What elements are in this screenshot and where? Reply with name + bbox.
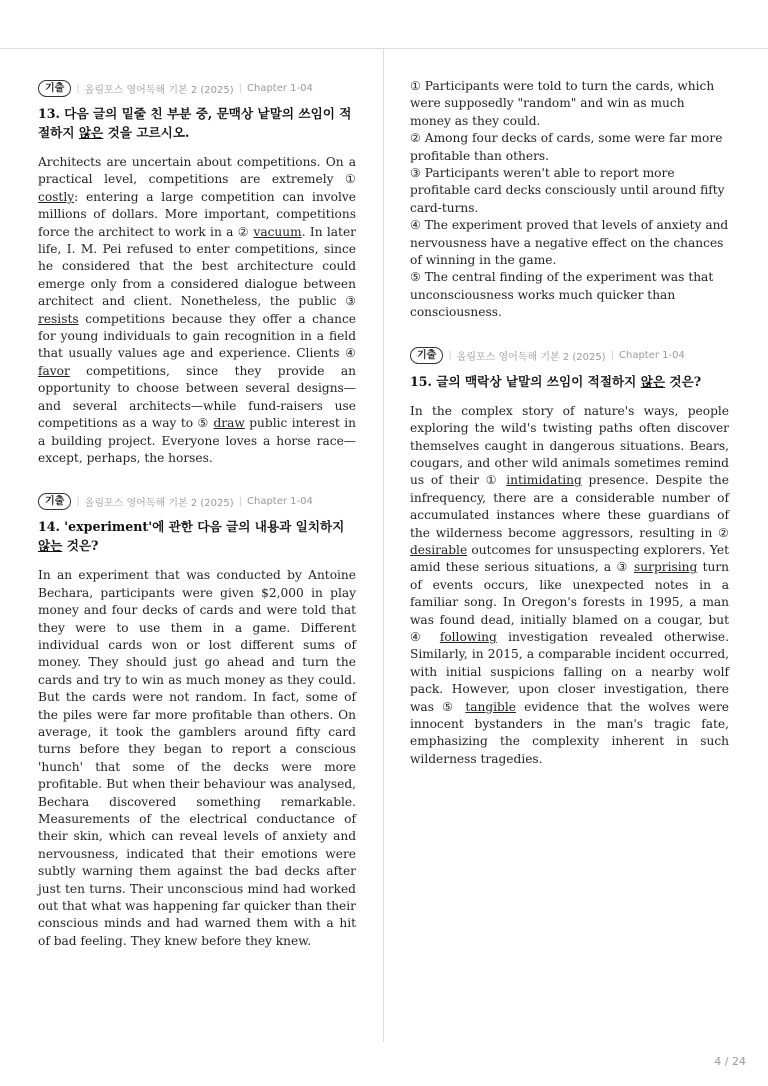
passage-text: presence. Despite the infrequency, there are a considerable number of accumulated instances where these guardians of the wilderness become aggressors, resulting in ②	[410, 473, 729, 540]
q15-title-text: 15. 글의 맥락상 낱말의 쓰임이 적절하지	[410, 373, 641, 389]
q14-title	[38, 517, 356, 555]
underlined-word: intimidating	[506, 473, 582, 488]
q14-choices	[410, 78, 729, 322]
underlined-word: desirable	[410, 542, 468, 557]
passage-text: . In later life, I. M. Pei refused to enter competitions, since he considered that the best architecture could emerge only from a considered dialogue between architect and client. Nonetheless, the public ③	[38, 224, 356, 309]
passage-text: In the complex story of nature's ways, people exploring the wild's twisting paths often discover themselves caught in dangerous situations. Bears, cougars, and other wild animals sometimes remind us of their ①	[410, 403, 729, 488]
separator: |	[448, 350, 452, 362]
column-divider	[383, 48, 384, 1042]
underlined-word: surprising	[634, 560, 698, 575]
q14-source: 올림포스 영어독해 기본 2 (2025)	[84, 497, 234, 509]
passage-text: public interest in a building project. Everyone loves a horse race—except, perhaps, the horses.	[38, 416, 356, 465]
q14-choice-5: ⑤ The central finding of the experiment was that unconsciousness works much quicker than consciousness.	[410, 270, 714, 320]
underlined-word: draw	[213, 416, 245, 431]
q14-choice-1: ① Participants were told to turn the cards, which were supposedly "random" and win as much money as they could.	[410, 79, 715, 128]
q14-badge: 기출	[38, 493, 71, 510]
q15-source: 올림포스 영어독해 기본 2 (2025)	[456, 352, 606, 364]
q15-passage	[410, 403, 729, 769]
q14-title-text-end: 것은?	[62, 538, 99, 554]
separator: |	[238, 495, 243, 507]
top-rule	[0, 48, 768, 49]
underlined-word: vacuum	[253, 224, 302, 239]
q14-tagline	[38, 491, 356, 511]
underlined-word: costly	[38, 189, 75, 204]
passage-text: outcomes for unsuspecting explorers. Yet amid these serious situations, a ③	[410, 542, 729, 575]
passage-text: competitions, since they provide an opportunity to choose between several designs—and several architects—while fund-raisers use competitions as a way to ⑤	[38, 363, 356, 431]
q13-badge: 기출	[38, 80, 71, 97]
underlined-word: resists	[38, 311, 79, 326]
separator: |	[610, 350, 615, 362]
q13-source: 올림포스 영어독해 기본 2 (2025)	[84, 84, 234, 96]
underlined-word: tangible	[465, 699, 516, 714]
q14-choice-2: ② Among four decks of cards, some were far more profitable than others.	[410, 131, 723, 163]
q13-title	[38, 104, 356, 142]
q13-title-text: 13. 다음 글의 밑줄 친 부분 중, 문맥상 낱말의 쓰임이 적절하지	[38, 106, 352, 140]
q15-chapter: Chapter 1-04	[619, 350, 685, 362]
q13-passage	[38, 154, 356, 467]
separator: |	[238, 82, 243, 94]
q14-choice-4: ④ The experiment proved that levels of anxiety and nervousness have a negative effect on the chances of winning in the game.	[410, 218, 729, 268]
separator: |	[76, 82, 80, 94]
q13-title-underlined: 않은	[78, 125, 104, 140]
q15-badge: 기출	[410, 347, 443, 364]
q14-passage: In an experiment that was conducted by Antoine Bechara, participants were given $2,000 in play money and four decks of cards and were told that they were to use them in a game. Different individual cards won or lost different sums of money. They should just go ahead and turn the cards and try to win as much money as they could. But the cards were not random. In fact, some of the piles were far more profitable than others. On average, it took the gamblers around fifty card turns before they began to report a conscious 'hunch' that some of the decks were more profitable. But when their behaviour was analysed, Bechara discovered something remarkable. Measurements of the electrical conductance of their skin, which can reveal levels of anxiety and nervousness, indicated that their emotions were subtly warning them against the bad decks after just ten turns. Their unconscious mind had worked out that what was happening far quicker than their conscious minds and had warned them with a hit of bad feeling. They knew before they knew.	[38, 568, 356, 948]
passage-text: investigation revealed otherwise. Similarly, in 2015, a comparable incident occurred, with initial suspicions falling on a nearby wolf pack. However, upon closer investigation, there was ⑤	[410, 629, 729, 714]
passage-text: evidence that the wolves were innocent bystanders in the man's tragic fate, emphasizing the complexity inherent in such wilderness tragedies.	[410, 699, 729, 766]
q15-title-text-end: 것은?	[665, 373, 702, 389]
q15-title-underlined: 않은	[640, 373, 666, 389]
right-column	[410, 78, 729, 768]
passage-text: Architects are uncertain about competitions. On a practical level, competitions are extremely ①	[38, 155, 356, 187]
passage-text: turn of events occurs, like unexpected notes in a familiar song. In Oregon's forests in 1995, a man was found dead, initially blamed on a cougar, but ④	[410, 560, 730, 644]
underlined-word: favor	[38, 363, 70, 378]
q13-chapter: Chapter 1-04	[247, 82, 313, 94]
q13-tagline	[38, 78, 356, 98]
q14-choice-3: ③ Participants weren't able to report more profitable card decks consciously until around fifty card-turns.	[410, 166, 725, 215]
passage-text: competitions because they offer a chance for young individuals to gain recognition in a field that usually values age and experience. Clients ④	[38, 311, 356, 361]
q14-title-text: 14. 'experiment'에 관한 다음 글의 내용과 일치하지	[38, 519, 345, 535]
q14-title-underlined: 않는	[38, 538, 63, 554]
page-number: 4 / 24	[714, 1055, 746, 1068]
left-column	[38, 78, 356, 950]
q15-title	[410, 372, 729, 391]
q13-title-text-end: 것을 고르시오.	[103, 125, 190, 140]
underlined-word: following	[439, 629, 497, 644]
q15-tagline	[410, 346, 729, 366]
q14-chapter: Chapter 1-04	[247, 495, 313, 507]
separator: |	[76, 495, 80, 507]
passage-text: : entering a large competition can involve millions of dollars. More important, competitions force the architect to work in a ②	[38, 189, 356, 239]
